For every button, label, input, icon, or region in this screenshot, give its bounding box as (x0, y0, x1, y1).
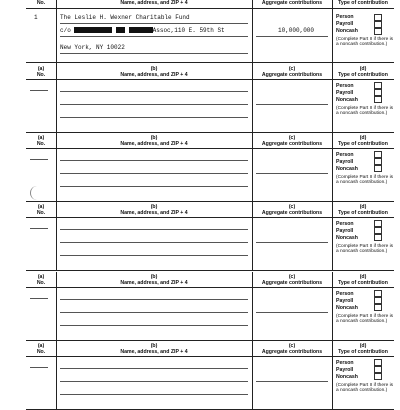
contributor-block-5 (26, 272, 394, 341)
column-header (26, 66, 394, 80)
col-a-title: No. (36, 280, 46, 286)
col-a-title: No. (36, 210, 46, 216)
column-header (26, 135, 394, 149)
col-d-title: Type of contribution (338, 0, 388, 6)
address-line (60, 104, 248, 105)
col-c-title: Aggregate contributions (261, 0, 323, 6)
person-checkbox[interactable] (374, 220, 382, 227)
col-b-title: Name, address, and ZIP + 4 (120, 210, 188, 216)
contributor-block-1 (26, 0, 394, 64)
contribution-type: Person Payroll Noncash (Complete Part II if there is a noncash contribution.) (336, 14, 394, 48)
col-a-label: (a) (37, 274, 45, 280)
name-line (60, 229, 248, 230)
contribution-type: Person Payroll Noncash (Complete Part II if there is a noncash contribution.) (336, 291, 394, 325)
col-d-title: Type of contribution (338, 349, 388, 355)
person-checkbox[interactable] (374, 14, 382, 21)
contributor-name: The Leslie H. Wexner Charitable Fund (60, 14, 190, 21)
binder-mark (30, 186, 41, 200)
contribution-type: Person Payroll Noncash (Complete Part II if there is a noncash contribution.) (336, 360, 394, 394)
redaction (129, 27, 153, 33)
col-b-title: Name, address, and ZIP + 4 (120, 0, 188, 6)
col-d-title: Type of contribution (338, 72, 388, 78)
number-line (30, 298, 48, 299)
contributor-block-3 (26, 133, 394, 202)
contribution-type: Person Payroll Noncash (Complete Part II if there is a noncash contribution.) (336, 152, 394, 186)
col-b-label: (b) (150, 343, 158, 349)
col-c-label: (c) (288, 343, 296, 349)
person-checkbox[interactable] (374, 359, 382, 366)
col-c-label: (c) (288, 135, 296, 141)
amount-line (256, 381, 328, 382)
person-checkbox[interactable] (374, 290, 382, 297)
noncash-checkbox[interactable] (374, 373, 382, 380)
col-a-title: No. (36, 0, 46, 6)
contribution-type: Person Payroll Noncash (Complete Part II if there is a noncash contribution.) (336, 83, 394, 117)
payroll-checkbox[interactable] (374, 366, 382, 373)
col-a-title: No. (36, 141, 46, 147)
col-b-label: (b) (150, 135, 158, 141)
contributor-block-2 (26, 64, 394, 133)
city-line (60, 117, 248, 118)
col-b-title: Name, address, and ZIP + 4 (120, 141, 188, 147)
number-line (30, 159, 48, 160)
schedule-b-page (26, 0, 394, 400)
col-c-title: Aggregate contributions (261, 210, 323, 216)
contributor-address: c/o Assoc,110 E. 59th St (60, 27, 225, 34)
contribution-type: Person Payroll Noncash (Complete Part II if there is a noncash contribution.) (336, 221, 394, 255)
col-d-label: (d) (359, 66, 367, 72)
redaction (74, 27, 112, 33)
col-d-label: (d) (359, 343, 367, 349)
col-b-title: Name, address, and ZIP + 4 (120, 280, 188, 286)
col-b-title: Name, address, and ZIP + 4 (120, 349, 188, 355)
col-d-title: Type of contribution (338, 210, 388, 216)
city-line (60, 255, 248, 256)
contributor-block-4 (26, 202, 394, 271)
number-line (30, 90, 48, 91)
col-a-label: (a) (37, 343, 45, 349)
amount-line (256, 173, 328, 174)
col-c-label: (c) (288, 274, 296, 280)
col-c-title: Aggregate contributions (261, 280, 323, 286)
col-a-label: (a) (37, 66, 45, 72)
col-d-label: (d) (359, 135, 367, 141)
number-line (30, 228, 48, 229)
col-d-label: (d) (359, 274, 367, 280)
col-b-label: (b) (150, 204, 158, 210)
col-b-label: (b) (150, 274, 158, 280)
contributor-city: New York, NY 10022 (60, 44, 125, 51)
city-line (60, 186, 248, 187)
column-header (26, 204, 394, 218)
noncash-checkbox[interactable] (374, 234, 382, 241)
person-checkbox[interactable] (374, 151, 382, 158)
col-c-label: (c) (288, 66, 296, 72)
col-c-title: Aggregate contributions (261, 72, 323, 78)
amount-line (256, 242, 328, 243)
col-a-title: No. (36, 72, 46, 78)
name-line (60, 299, 248, 300)
amount-line (256, 312, 328, 313)
city-line (60, 394, 248, 395)
address-line (60, 381, 248, 382)
col-b-label: (b) (150, 66, 158, 72)
redaction (116, 27, 125, 33)
col-b-title: Name, address, and ZIP + 4 (120, 72, 188, 78)
column-header (26, 274, 394, 288)
col-d-title: Type of contribution (338, 141, 388, 147)
name-line (60, 160, 248, 161)
payroll-checkbox[interactable] (374, 89, 382, 96)
col-c-title: Aggregate contributions (261, 349, 323, 355)
city-line (60, 325, 248, 326)
noncash-checkbox[interactable] (374, 304, 382, 311)
noncash-checkbox[interactable] (374, 96, 382, 103)
noncash-checkbox[interactable] (374, 165, 382, 172)
col-d-title: Type of contribution (338, 280, 388, 286)
address-line (60, 312, 248, 313)
contribution-amount: 10,000,000 (278, 27, 315, 34)
col-a-label: (a) (37, 204, 45, 210)
person-checkbox[interactable] (374, 82, 382, 89)
address-line (60, 173, 248, 174)
payroll-checkbox[interactable] (374, 227, 382, 234)
name-line (60, 91, 248, 92)
payroll-checkbox[interactable] (374, 297, 382, 304)
column-header (26, 0, 394, 8)
col-a-label: (a) (37, 135, 45, 141)
column-header (26, 343, 394, 357)
col-a-title: No. (36, 349, 46, 355)
noncash-checkbox[interactable] (374, 28, 382, 35)
payroll-checkbox[interactable] (374, 21, 382, 28)
col-c-label: (c) (288, 204, 296, 210)
col-c-title: Aggregate contributions (261, 141, 323, 147)
amount-line (256, 104, 328, 105)
payroll-checkbox[interactable] (374, 158, 382, 165)
name-line (60, 368, 248, 369)
number-line (30, 367, 48, 368)
entry-number: 1 (34, 14, 38, 21)
col-d-label: (d) (359, 204, 367, 210)
address-line (60, 242, 248, 243)
